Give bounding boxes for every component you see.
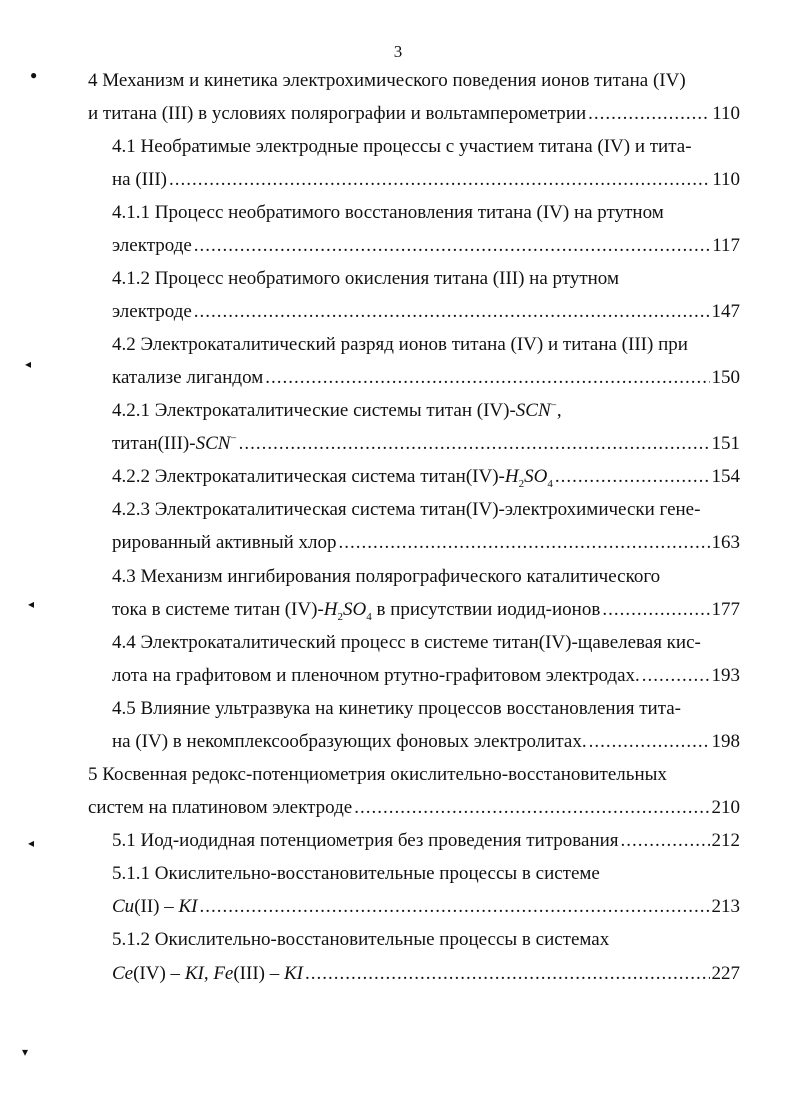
toc-entry-text [88, 758, 667, 792]
toc-entry-title: 4.5 Влияние ультразвука на кинетику процессов восстановления тита- [112, 698, 681, 719]
toc-page-number: 193 [711, 665, 740, 686]
toc-page-number: 150 [711, 367, 740, 388]
leader-dots [169, 163, 710, 197]
formula-symbol: Ce [112, 963, 134, 984]
toc-entry-text [112, 957, 303, 991]
toc-entry-title: 4.2.1 Электрокаталитические системы титан (IV)- [112, 400, 516, 421]
toc-line [112, 394, 562, 428]
toc-line [112, 493, 700, 527]
toc-entry-text [112, 229, 192, 263]
toc-line [112, 526, 740, 560]
margin-dot: ◂ [25, 357, 32, 371]
toc-entry-text [112, 725, 587, 759]
toc-page-number: 213 [711, 896, 740, 917]
toc-page-number: 210 [711, 797, 740, 818]
toc-page-number: 154 [711, 466, 740, 487]
toc-line [112, 593, 740, 627]
toc-entry-title: 5 Косвенная редокс-потенциометрия окислительно-восстановительных [88, 764, 667, 785]
leader-dots [555, 460, 710, 494]
toc-line [112, 626, 701, 660]
toc-entry-title: 4.4 Электрокаталитический процесс в системе титан(IV)-щавелевая кис- [112, 632, 701, 653]
toc-entry-text [88, 97, 586, 131]
toc-line [112, 163, 740, 197]
formula-symbol: KI [178, 896, 198, 917]
toc-line [112, 229, 740, 263]
toc-entry-title: 5.1.2 Окислительно-восстановительные процессы в системах [112, 929, 610, 950]
toc-entry-text [112, 692, 681, 726]
toc-entry-text [112, 659, 640, 693]
toc-entry-text [112, 593, 600, 627]
formula-subscript: 4 [547, 477, 553, 490]
toc-line [112, 460, 740, 494]
toc-entry-tail: (III) – [233, 963, 284, 984]
toc-line [112, 560, 660, 594]
formula-subscript: 2 [518, 477, 525, 490]
leader-dots [602, 593, 709, 627]
leader-dots [589, 725, 710, 759]
toc-entry-text [112, 460, 553, 494]
toc-entry-text [112, 328, 688, 362]
toc-entry-text [112, 130, 692, 164]
toc-line [88, 64, 686, 98]
toc-line [88, 97, 740, 131]
toc-page-number: 212 [711, 830, 740, 851]
formula-symbol: H [504, 466, 519, 487]
leader-dots [239, 427, 710, 461]
leader-dots [200, 890, 710, 924]
toc-line [112, 725, 740, 759]
toc-page-number: 151 [711, 433, 740, 454]
toc-entry-title: 4.2.2 Электрокаталитическая система титан(IV)- [112, 466, 505, 487]
toc-entry-text [112, 890, 198, 924]
toc-entry-title: 5.1 Иод-иодидная потенциометрия без проведения титрования [112, 830, 619, 851]
toc-page-number: 147 [711, 301, 740, 322]
leader-dots [265, 361, 709, 395]
formula-subscript: 2 [337, 610, 343, 623]
toc-line [112, 427, 740, 461]
formula-symbol: SCN [515, 400, 551, 421]
formula-symbol: Fe [213, 963, 234, 984]
toc-entry-title: электроде [112, 235, 192, 256]
toc-line [112, 262, 619, 296]
leader-dots [621, 824, 710, 858]
toc-line [112, 659, 740, 693]
toc-entry-title: на (III) [112, 169, 167, 190]
toc-entry-title: и титана (III) в условиях полярографии и вольтамперометрии [88, 103, 587, 124]
toc-line [112, 361, 740, 395]
toc-page-number: 198 [711, 731, 740, 752]
toc-entry-text [112, 526, 337, 560]
formula-symbol: KI [284, 963, 303, 984]
toc-entry-title: электроде [112, 301, 192, 322]
formula-symbol: KI [184, 963, 204, 984]
toc-entry-text [112, 857, 600, 891]
toc-entry-text [112, 493, 700, 527]
page-number: 3 [393, 42, 403, 61]
toc-entry-text [112, 196, 664, 230]
toc-entry-title: 4.2 Электрокаталитический разряд ионов титана (IV) и титана (III) при [112, 334, 688, 355]
formula-symbol: Cu [112, 896, 135, 917]
toc-page-number: 117 [712, 235, 740, 256]
toc-line [112, 923, 609, 957]
margin-dot: ● [30, 68, 38, 82]
toc-entry-text [112, 163, 167, 197]
toc-entry-text [112, 295, 192, 329]
toc-entry-text [88, 64, 686, 98]
toc-entry-tail: (II) – [134, 896, 179, 917]
toc-line [112, 890, 740, 924]
toc-entry-title: катализе лигандом [112, 367, 264, 388]
leader-dots [194, 295, 710, 329]
leader-dots [339, 526, 710, 560]
toc-page-number: 227 [711, 963, 740, 984]
toc-entry-text [88, 791, 352, 825]
toc-entry-text [112, 626, 701, 660]
toc-entry-tail: (IV) – [133, 963, 185, 984]
toc-entry-text [112, 923, 609, 957]
toc-page-number: 110 [712, 103, 740, 124]
toc-line [112, 692, 681, 726]
toc-entry-title: тока в системе титан (IV)- [112, 599, 324, 620]
toc-line [112, 857, 600, 891]
leader-dots [642, 659, 710, 693]
toc-line [112, 328, 688, 362]
toc-line [112, 196, 664, 230]
toc-entry-text [112, 427, 237, 461]
toc-line [112, 130, 692, 164]
leader-dots [588, 97, 710, 131]
toc-entry-text [112, 560, 660, 594]
margin-dot: ◂ [28, 597, 35, 611]
toc-entry-text [112, 394, 562, 428]
toc-entry-title: 4.1 Необратимые электродные процессы с участием титана (IV) и тита- [112, 136, 692, 157]
formula-symbol: SO [524, 466, 548, 487]
toc-entry-title: 4 Механизм и кинетика электрохимического поведения ионов титана (IV) [88, 70, 686, 91]
toc-line [112, 824, 740, 858]
toc-entry-text [112, 262, 619, 296]
formula-symbol: H [323, 599, 338, 620]
leader-dots [354, 791, 709, 825]
formula-symbol: SO [343, 599, 367, 620]
toc-entry-title: 4.1.1 Процесс необратимого восстановления титана (IV) на ртутном [112, 202, 664, 223]
toc-entry-title: 4.1.2 Процесс необратимого окисления титана (III) на ртутном [112, 268, 619, 289]
formula-superscript: − [550, 399, 557, 412]
toc-entry-title: 5.1.1 Окислительно-восстановительные процессы в системе [112, 863, 600, 884]
leader-dots [194, 229, 710, 263]
toc-page-number: 110 [712, 169, 740, 190]
toc-entry-title: лота на графитовом и пленочном ртутно-графитовом электродах. [112, 665, 640, 686]
toc-entry-title: 4.2.3 Электрокаталитическая система титан(IV)-электрохимически гене- [112, 499, 701, 520]
toc-entry-title: на (IV) в некомплексообразующих фоновых электролитах. [112, 731, 587, 752]
toc-entry-title: систем на платиновом электроде [88, 797, 353, 818]
toc-entry-title: рированный активный хлор [112, 532, 337, 553]
toc-entry-title: титан(III)- [112, 433, 196, 454]
toc-page-number: 163 [711, 532, 740, 553]
toc-entry-tail: , [203, 963, 214, 984]
toc-entry-text [112, 824, 619, 858]
toc-line [88, 758, 667, 792]
margin-dot: ▾ [22, 1045, 29, 1059]
formula-subscript: 4 [366, 610, 372, 623]
margin-dot: ◂ [28, 836, 35, 850]
toc-line [112, 957, 740, 991]
leader-dots [305, 957, 710, 991]
toc-entry-tail: в присутствии иодид-ионов [371, 599, 601, 620]
toc-entry-text [112, 361, 263, 395]
toc-line [112, 295, 740, 329]
toc-page-number: 177 [711, 599, 740, 620]
toc-line [88, 791, 740, 825]
formula-symbol: SCN [195, 433, 231, 454]
formula-superscript: − [230, 432, 237, 445]
toc-entry-title: 4.3 Механизм ингибирования полярографического каталитического [112, 566, 661, 587]
toc-entry-tail: , [556, 400, 562, 421]
